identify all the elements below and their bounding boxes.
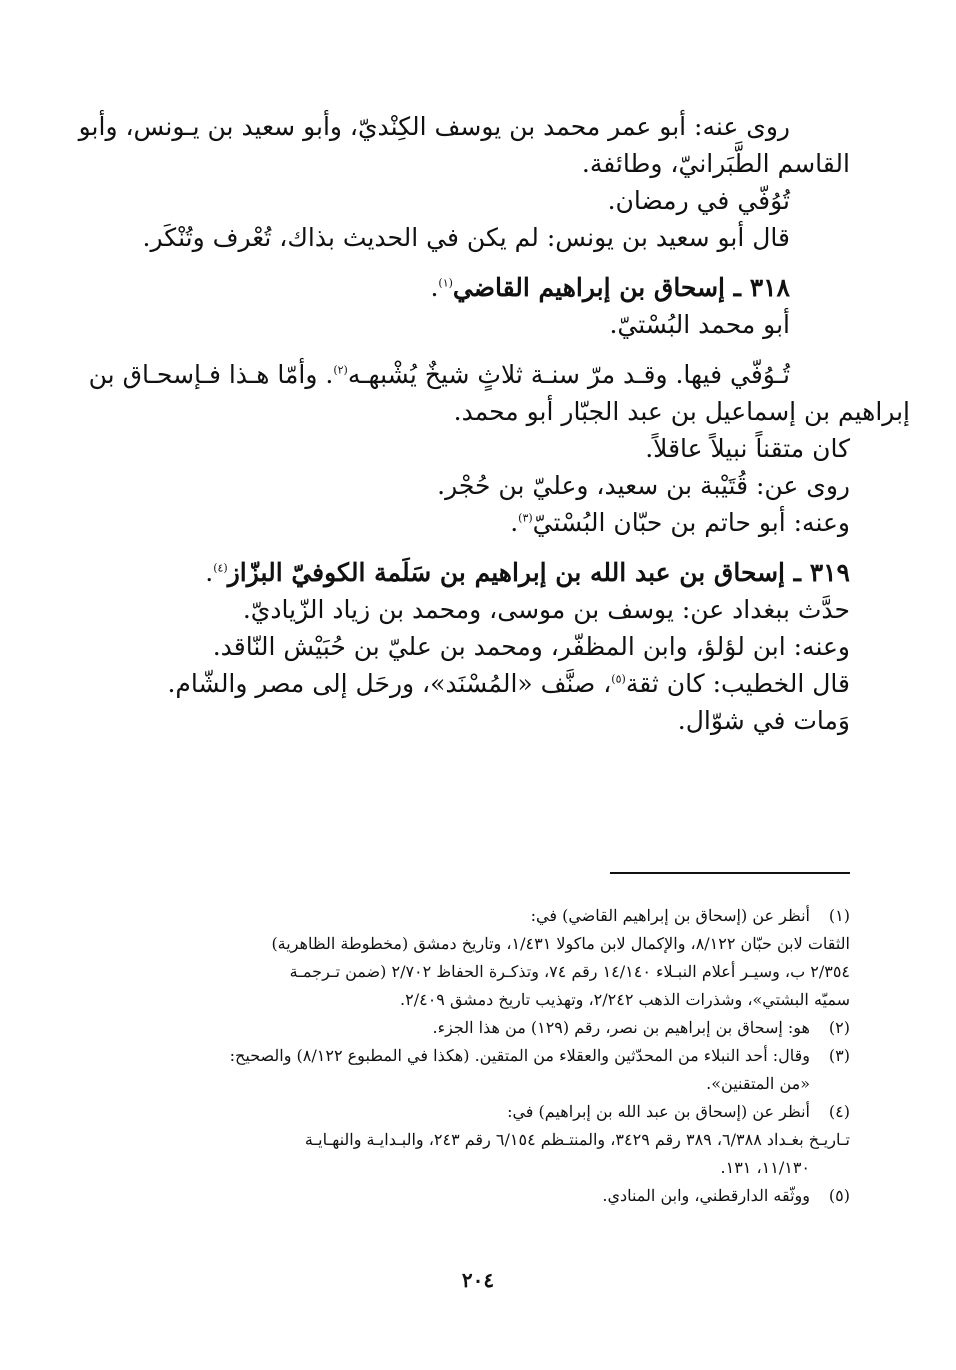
punctuation: . bbox=[205, 558, 214, 587]
text-line: حدَّث ببغداد عن: يوسف بن موسى، ومحمد بن زياد الزّياديّ. bbox=[242, 595, 850, 624]
text-line bbox=[112, 665, 850, 702]
footnote-line: ١١/١٣٠، ١٣١. bbox=[720, 1158, 810, 1177]
footnote-4 bbox=[112, 1098, 850, 1182]
footnote-line: هو: إسحاق بن إبراهيم بن نصر، رقم (١٢٩) من هذا الجزء. bbox=[432, 1018, 810, 1037]
footnote-2 bbox=[112, 1014, 850, 1042]
punctuation: . bbox=[430, 273, 439, 302]
footnote-ref-1: (١) bbox=[438, 276, 453, 290]
page-number: ٢٠٤ bbox=[461, 1268, 495, 1292]
text-segment: تُـوُفّي فيها. وقـد مرّ سنـة ثلاثٍ شيخٌ يُشْبهـه bbox=[347, 360, 790, 389]
footnote-line: سميّه البشتي»، وشذرات الذهب ٢/٢٤٢، وتهذيب تاريخ دمشق ٢/٤٠٩. bbox=[400, 990, 850, 1009]
text-line: القاسم الطَّبَرانيّ، وطائفة. bbox=[581, 149, 850, 178]
footnote-line: وقال: أحد النبلاء من المحدّثين والعقلاء من المتقين. (هكذا في المطبوع ٨/١٢٢) والصحيح: bbox=[229, 1046, 810, 1065]
text-line: تُوُفّي في رمضان. bbox=[607, 186, 790, 215]
entry-318-title: ٣١٨ ـ إسحاق بن إبراهيم القاضي bbox=[452, 273, 790, 302]
text-line: روى عنه: أبو عمر محمد بن يوسف الكِنْديّ، وأبو سعيد بن يـونس، وأبو bbox=[78, 112, 790, 141]
footnote-ref-2: (٢) bbox=[333, 363, 348, 377]
text-segment: وعنه: أبو حاتم بن حبّان البُسْتيّ bbox=[532, 508, 850, 537]
footnote-number: (٥) bbox=[828, 1186, 850, 1205]
text-segment: . وأمّا هـذا فـإسحـاق بن bbox=[88, 360, 334, 389]
footnote-3 bbox=[112, 1042, 850, 1098]
footnote-line: تـاريـخ بغـداد ٦/٣٨٨، ٣٨٩ رقم ٣٤٢٩، والمنتـظم ٦/١٥٤ رقم ٢٤٣، والبـدايـة والنهـايـة bbox=[304, 1130, 850, 1149]
text-line bbox=[88, 356, 850, 393]
footnote-number: (٣) bbox=[828, 1046, 850, 1065]
text-segment: ، صنَّف «المُسْنَد»، ورحَل إلى مصر والشّام. bbox=[167, 669, 612, 698]
footnote-line: الثقات لابن حبّان ٨/١٢٢، والإكمال لابن ماكولا ١/٤٣١، وتاريخ دمشق (مخطوطة الظاهرية) bbox=[271, 934, 850, 953]
text-line: وعنه: ابن لؤلؤ، وابن المظفّر، ومحمد بن عليّ بن حُبَيْش النّاقد. bbox=[212, 632, 850, 661]
footnote-number: (٤) bbox=[828, 1102, 850, 1121]
footnote-line: «من المتقنين». bbox=[706, 1074, 810, 1093]
footnote-line: ٢/٣٥٤ ب، وسيـر أعلام النبـلاء ١٤/١٤٠ رقم ٧٤، وتذكـرة الحفاظ ٢/٧٠٢ (ضمن تـرجمـة bbox=[289, 962, 850, 981]
entry-318-heading bbox=[112, 269, 850, 306]
footnote-5 bbox=[112, 1182, 850, 1210]
entry-319-title: ٣١٩ ـ إسحاق بن عبد الله بن إبراهيم بن سَلَمة الكوفيّ البزّاز bbox=[227, 558, 850, 587]
text-line: أبو محمد البُسْتيّ. bbox=[609, 310, 790, 339]
footnote-ref-3: (٣) bbox=[518, 511, 533, 525]
main-text bbox=[78, 108, 910, 739]
text-line: وَمات في شوّال. bbox=[677, 706, 850, 735]
footnote-line: أنظر عن (إسحاق بن إبراهيم القاضي) في: bbox=[530, 906, 810, 925]
text-line: إبراهيم بن إسماعيل بن عبد الجبّار أبو محمد. bbox=[453, 397, 910, 426]
text-segment: قال الخطيب: كان ثقة bbox=[625, 669, 850, 698]
text-line: كان متقناً نبيلاً عاقلاً. bbox=[645, 434, 850, 463]
entry-319-heading bbox=[112, 554, 850, 591]
footnote-number: (٢) bbox=[828, 1018, 850, 1037]
footnotes bbox=[112, 902, 850, 1210]
footnote-ref-4: (٤) bbox=[213, 561, 228, 575]
footnote-ref-5: (٥) bbox=[611, 672, 626, 686]
footnote-number: (١) bbox=[828, 906, 850, 925]
text-line: روى عن: قُتَيْبة بن سعيد، وعليّ بن حُجْر. bbox=[437, 471, 850, 500]
footnote-line: ووثّقه الدارقطني، وابن المنادي. bbox=[602, 1186, 810, 1205]
text-line bbox=[112, 504, 850, 541]
footnote-divider bbox=[610, 872, 850, 874]
text-line: قال أبو سعيد بن يونس: لم يكن في الحديث بذاك، تُعْرف وتُنْكَر. bbox=[142, 223, 790, 252]
footnote-line: أنظر عن (إسحاق بن عبد الله بن إبراهيم) في: bbox=[507, 1102, 810, 1121]
punctuation: . bbox=[510, 508, 519, 537]
footnote-1 bbox=[112, 902, 850, 1014]
